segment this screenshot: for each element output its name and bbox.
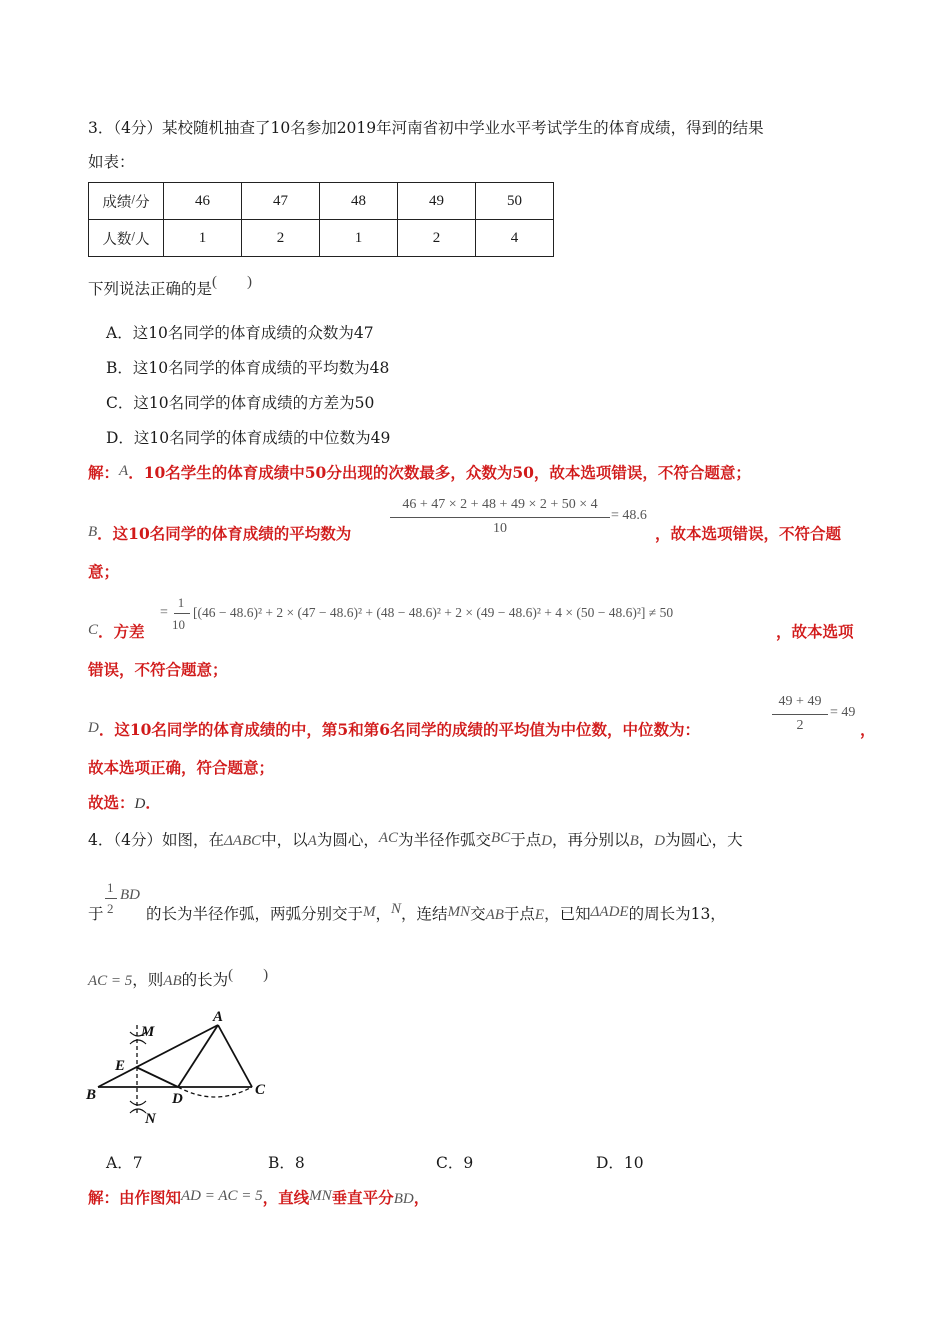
segment-ed	[136, 1067, 178, 1087]
q3-option-a: A．这10名同学的体育成绩的众数为47	[106, 324, 374, 342]
q3-solution-c-tail2: 错误，不符合题意；	[88, 660, 228, 679]
table-cell: 1	[320, 220, 398, 257]
arc-mark-m2	[130, 1040, 146, 1044]
q4-option-a: A．7	[106, 1154, 143, 1172]
q4-half-num: 1	[107, 880, 114, 895]
q3-solution-d: D．这10名同学的体育成绩的中，第5和第6名同学的成绩的平均值为中位数，中位数为：	[88, 720, 700, 739]
q3-final-answer: 故选：D．	[88, 793, 161, 812]
label-m: M	[141, 1024, 155, 1040]
label-b: B	[86, 1087, 97, 1103]
label-a: A	[213, 1009, 224, 1025]
label-c: C	[255, 1082, 266, 1098]
q3-solution-b-tail: ，故本选项错误，不符合题	[655, 524, 842, 543]
q3-b-numerator: 46 + 47 × 2 + 48 + 49 × 2 + 50 × 4	[402, 497, 598, 512]
segment-ac	[218, 1025, 252, 1087]
table-cell: 49	[398, 183, 476, 220]
q3-d-result: = 49	[830, 705, 856, 720]
q4-option-b: B．8	[268, 1154, 305, 1172]
q3-solution-b: B．这10名同学的体育成绩的平均数为	[88, 524, 352, 543]
table-header-score: 成绩/分	[89, 183, 164, 220]
q3-c-expression: [(46 − 48.6)² + 2 × (47 − 48.6)² + (48 − 48.6)² + 2 × (49 − 48.6)² + 4 × (50 − 48.6)²] ≠ 50	[193, 605, 674, 620]
table-cell: 47	[242, 183, 320, 220]
table-cell: 1	[164, 220, 242, 257]
fraction-bar	[772, 714, 828, 715]
q4-half-den: 2	[107, 901, 114, 916]
arc-mark-n2	[130, 1109, 146, 1113]
table-cell: 2	[242, 220, 320, 257]
q3-prompt: 下列说法正确的是( )	[88, 274, 253, 298]
segment-ad	[178, 1025, 218, 1087]
q4-stem-line1: 4．（4分）如图，在ΔABC中，以A为圆心，AC为半径作弧交BC于点D，再分别以B，D为圆心，大	[88, 830, 743, 849]
q3-solution-c: C．方差	[88, 622, 145, 641]
q4-stem-line2: 的长为半径作弧，两弧分别交于M，N，连结MN交AB于点E，已知ΔADE的周长为13，	[146, 901, 726, 923]
table-cell: 48	[320, 183, 398, 220]
label-d: D	[172, 1091, 183, 1107]
fraction-bar	[105, 898, 117, 899]
q4-solution: 解：由作图知AD = AC = 5，直线MN垂直平分BD，	[88, 1188, 430, 1207]
label-e: E	[115, 1058, 126, 1074]
arc-dc	[178, 1087, 252, 1097]
geometry-figure	[80, 1005, 280, 1130]
q3-option-b: B．这10名同学的体育成绩的平均数为48	[106, 359, 390, 377]
q3-c-frac-num: 1	[177, 595, 185, 610]
q3-option-c: C．这10名同学的体育成绩的方差为50	[106, 394, 375, 412]
table-header-count: 人数/人	[89, 220, 164, 257]
table-cell: 50	[476, 183, 554, 220]
q4-option-d: D．10	[596, 1154, 644, 1172]
q3-stem-line2: 如表：	[88, 153, 135, 171]
q3-d-numerator: 49 + 49	[778, 694, 822, 709]
arc-mark-n1	[130, 1101, 146, 1105]
score-table	[88, 182, 554, 257]
label-n: N	[145, 1111, 156, 1127]
q3-solution-d-tail: 故本选项正确，符合题意；	[88, 758, 275, 777]
q3-solution-d-comma: ，	[860, 720, 876, 739]
q3-b-result: = 48.6	[611, 508, 647, 523]
q3-solution-a: 解：A．10名学生的体育成绩中50分出现的次数最多，众数为50，故本选项错误，不符合题意；	[88, 463, 751, 482]
q4-stem-line3: AC = 5，则AB的长为( )	[88, 967, 269, 989]
q4-yu: 于	[88, 905, 104, 923]
q3-c-eq: =	[160, 605, 168, 620]
q3-solution-c-tail: ，故本选项	[776, 622, 854, 641]
table-cell: 4	[476, 220, 554, 257]
q3-stem-line1: 3．（4分）某校随机抽查了10名参加2019年河南省初中学业水平考试学生的体育成绩，得到的结果	[88, 119, 764, 137]
q3-c-frac-den: 10	[172, 617, 185, 632]
table-cell: 2	[398, 220, 476, 257]
q3-option-d: D．这10名同学的体育成绩的中位数为49	[106, 429, 391, 447]
table-row	[89, 183, 554, 220]
q3-d-denominator: 2	[796, 718, 804, 733]
fraction-bar	[390, 517, 610, 518]
q3-solution-b-tail2: 意；	[88, 562, 120, 581]
q4-bd: BD	[120, 887, 140, 903]
fraction-bar	[174, 613, 190, 614]
q3-b-denominator: 10	[493, 521, 507, 536]
table-row	[89, 220, 554, 257]
table-cell: 46	[164, 183, 242, 220]
q4-option-c: C．9	[436, 1154, 474, 1172]
